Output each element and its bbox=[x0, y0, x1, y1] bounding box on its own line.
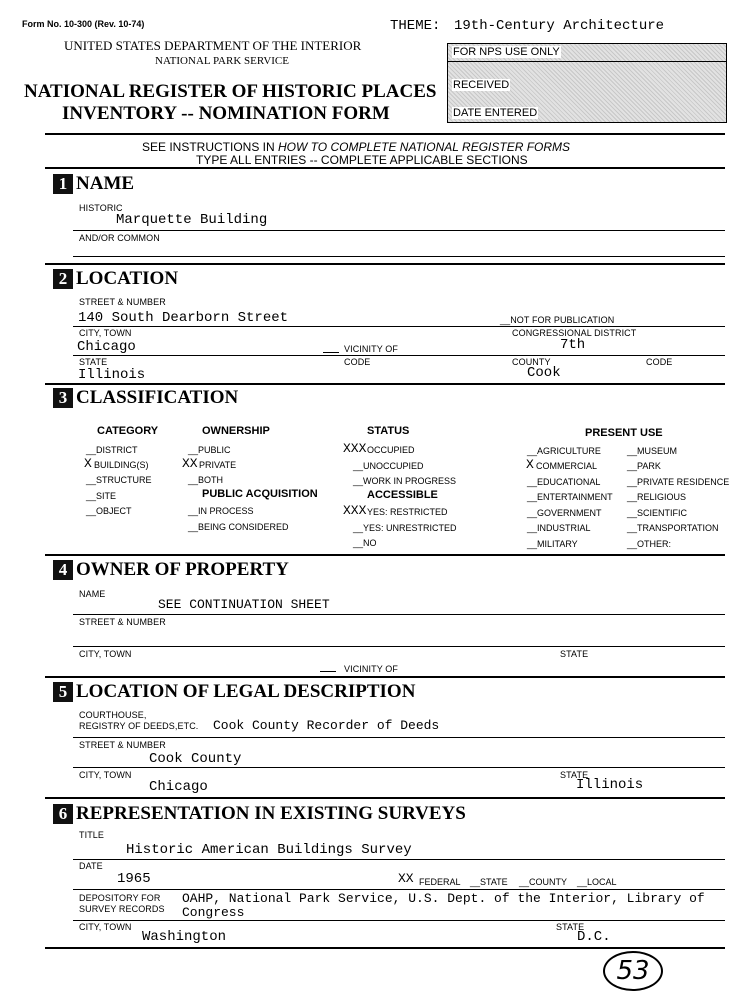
accessible-heading: ACCESSIBLE bbox=[367, 489, 438, 501]
courthouse-label: COURTHOUSE, bbox=[79, 710, 147, 720]
nps-use-label: FOR NPS USE ONLY bbox=[453, 46, 560, 58]
section-4-rule bbox=[45, 676, 725, 678]
courthouse-value: Cook County Recorder of Deeds bbox=[213, 718, 440, 733]
nps-divider bbox=[448, 61, 726, 62]
use-educational: __EDUCATIONAL bbox=[527, 477, 601, 487]
city-value: Chicago bbox=[77, 339, 136, 355]
section-3-rule bbox=[45, 554, 725, 556]
instructions-rule bbox=[45, 167, 725, 169]
use-government: __GOVERNMENT bbox=[527, 508, 602, 518]
survey-title-value: Historic American Buildings Survey bbox=[126, 842, 412, 858]
acquisition-heading: PUBLIC ACQUISITION bbox=[202, 488, 318, 500]
section-3-heading bbox=[53, 387, 238, 409]
survey-date-line bbox=[73, 889, 725, 890]
street-value: 140 South Dearborn Street bbox=[78, 310, 289, 326]
owner-name-line bbox=[73, 614, 725, 615]
use-museum: __MUSEUM bbox=[627, 446, 678, 456]
status-work-in-progress: __WORK IN PROGRESS bbox=[353, 476, 457, 486]
survey-title-label: TITLE bbox=[79, 830, 105, 840]
category-building: BUILDING(S) bbox=[94, 460, 149, 470]
section-6-heading bbox=[53, 803, 466, 825]
section-4-heading bbox=[53, 559, 289, 581]
depository-value-line2: Congress bbox=[182, 905, 245, 920]
ownership-public: __PUBLIC bbox=[188, 445, 231, 455]
legal-street-value: Cook County bbox=[149, 751, 242, 767]
survey-city-value: Washington bbox=[142, 929, 227, 945]
survey-federal: FEDERAL bbox=[419, 877, 461, 887]
depository-value-line1: OAHP, National Park Service, U.S. Dept. of the Interior, Library of bbox=[182, 891, 705, 906]
historic-name-value: Marquette Building bbox=[116, 212, 268, 228]
section-number: 3 bbox=[53, 388, 73, 408]
survey-state-value: D.C. bbox=[577, 929, 611, 945]
section-number: 6 bbox=[53, 804, 73, 824]
section-number: 2 bbox=[53, 269, 73, 289]
date-entered-label: DATE ENTERED bbox=[453, 107, 538, 119]
theme-label: THEME: bbox=[390, 18, 441, 34]
use-entertainment: __ENTERTAINMENT bbox=[527, 492, 613, 502]
section-title: LOCATION OF LEGAL DESCRIPTION bbox=[76, 681, 416, 702]
page-number-circle: 53 bbox=[603, 951, 663, 991]
survey-state-label: STATE bbox=[556, 922, 585, 932]
acquisition-in-process: __IN PROCESS bbox=[188, 506, 254, 516]
category-district: __DISTRICT bbox=[86, 445, 138, 455]
department-name: UNITED STATES DEPARTMENT OF THE INTERIOR bbox=[64, 38, 362, 53]
section-title: LOCATION bbox=[76, 268, 179, 289]
legal-state-value: Illinois bbox=[576, 777, 644, 793]
owner-street-line bbox=[73, 646, 725, 647]
category-heading: CATEGORY bbox=[97, 425, 159, 437]
legal-city-value: Chicago bbox=[149, 779, 208, 795]
not-for-publication: __NOT FOR PUBLICATION bbox=[500, 315, 615, 325]
category-object: __OBJECT bbox=[86, 506, 132, 516]
status-heading: STATUS bbox=[367, 425, 410, 437]
legal-state-label: STATE bbox=[560, 770, 589, 780]
county-code-label: CODE bbox=[646, 357, 673, 367]
use-transportation: __TRANSPORTATION bbox=[627, 523, 719, 533]
ownership-private-mark: XX bbox=[182, 456, 198, 471]
form-title-line1: NATIONAL REGISTER OF HISTORIC PLACES bbox=[24, 81, 437, 102]
category-building-mark: X bbox=[84, 456, 92, 471]
section-title: OWNER OF PROPERTY bbox=[76, 559, 289, 580]
state-code-label: CODE bbox=[344, 357, 371, 367]
survey-county: __COUNTY bbox=[519, 877, 568, 887]
instructions-line2: TYPE ALL ENTRIES -- COMPLETE APPLICABLE SECTIONS bbox=[196, 153, 528, 167]
ownership-both: __BOTH bbox=[188, 475, 224, 485]
header-rule bbox=[45, 133, 725, 135]
vicinity-blank bbox=[323, 352, 339, 353]
section-number: 1 bbox=[53, 174, 73, 194]
section-2-heading bbox=[53, 268, 178, 290]
category-structure: __STRUCTURE bbox=[86, 475, 152, 485]
ownership-private: PRIVATE bbox=[199, 460, 237, 470]
access-unrestricted: __YES: UNRESTRICTED bbox=[353, 523, 457, 533]
owner-vicinity-blank bbox=[320, 671, 336, 672]
owner-street-label: STREET & NUMBER bbox=[79, 617, 166, 627]
section-title: REPRESENTATION IN EXISTING SURVEYS bbox=[76, 803, 466, 824]
survey-local: __LOCAL bbox=[577, 877, 617, 887]
use-military: __MILITARY bbox=[527, 539, 578, 549]
owner-vicinity-label: VICINITY OF bbox=[344, 664, 398, 674]
state-value: Illinois bbox=[78, 367, 146, 383]
survey-state: __STATE bbox=[470, 877, 508, 887]
street-label: STREET & NUMBER bbox=[79, 297, 166, 307]
depository-line bbox=[73, 920, 725, 921]
section-1-heading bbox=[53, 173, 134, 195]
legal-city-label: CITY, TOWN bbox=[79, 770, 132, 780]
depository-label-2: SURVEY RECORDS bbox=[79, 904, 165, 914]
theme-value: 19th-Century Architecture bbox=[454, 18, 665, 34]
status-occupied-mark: XXX bbox=[343, 441, 367, 456]
survey-date-value: 1965 bbox=[117, 871, 151, 887]
nps-use-box bbox=[447, 43, 727, 123]
legal-street-line bbox=[73, 767, 725, 768]
common-name-label: AND/OR COMMON bbox=[79, 233, 160, 243]
county-label: COUNTY bbox=[512, 357, 551, 367]
federal-mark: XX bbox=[398, 871, 414, 886]
received-label: RECEIVED bbox=[453, 79, 510, 91]
survey-title-line bbox=[73, 859, 725, 860]
use-religious: __RELIGIOUS bbox=[627, 492, 687, 502]
status-occupied: OCCUPIED bbox=[367, 445, 415, 455]
use-private-residence: __PRIVATE RESIDENCE bbox=[627, 477, 730, 487]
section-5-rule bbox=[45, 797, 725, 799]
ownership-heading: OWNERSHIP bbox=[202, 425, 270, 437]
section-title: NAME bbox=[76, 173, 135, 194]
access-restricted-mark: XXX bbox=[343, 503, 367, 518]
owner-name-value: SEE CONTINUATION SHEET bbox=[158, 597, 330, 612]
owner-city-label: CITY, TOWN bbox=[79, 649, 132, 659]
use-industrial: __INDUSTRIAL bbox=[527, 523, 591, 533]
section-number: 5 bbox=[53, 682, 73, 702]
section-number: 4 bbox=[53, 560, 73, 580]
status-unoccupied: __UNOCCUPIED bbox=[353, 461, 424, 471]
use-other: __OTHER: bbox=[627, 539, 672, 549]
service-name: NATIONAL PARK SERVICE bbox=[155, 55, 289, 67]
section-2-rule bbox=[45, 383, 725, 385]
use-park: __PARK bbox=[627, 461, 661, 471]
registry-label: REGISTRY OF DEEDS,ETC. bbox=[79, 721, 199, 731]
acquisition-being-considered: __BEING CONSIDERED bbox=[188, 522, 289, 532]
depository-label-1: DEPOSITORY FOR bbox=[79, 893, 161, 903]
vicinity-label: VICINITY OF bbox=[344, 344, 398, 354]
form-number: Form No. 10-300 (Rev. 10-74) bbox=[22, 19, 145, 29]
instructions-line1: SEE INSTRUCTIONS IN HOW TO COMPLETE NATIONAL REGISTER FORMS bbox=[142, 140, 571, 154]
common-line bbox=[73, 256, 725, 257]
access-no: __NO bbox=[353, 538, 377, 548]
street-line bbox=[73, 326, 725, 327]
access-restricted: YES: RESTRICTED bbox=[367, 507, 448, 517]
city-line bbox=[73, 355, 725, 356]
section-5-heading bbox=[53, 681, 415, 703]
owner-state-label: STATE bbox=[560, 649, 589, 659]
city-label: CITY, TOWN bbox=[79, 328, 132, 338]
use-commercial: COMMERCIAL bbox=[536, 461, 598, 471]
state-label: STATE bbox=[79, 357, 108, 367]
use-commercial-mark: X bbox=[526, 457, 534, 472]
section-title: CLASSIFICATION bbox=[76, 387, 239, 408]
survey-city-label: CITY, TOWN bbox=[79, 922, 132, 932]
form-title-line2: INVENTORY -- NOMINATION FORM bbox=[62, 103, 390, 124]
county-value: Cook bbox=[527, 365, 561, 381]
category-site: __SITE bbox=[86, 491, 117, 501]
use-scientific: __SCIENTIFIC bbox=[627, 508, 688, 518]
use-agriculture: __AGRICULTURE bbox=[527, 446, 601, 456]
legal-street-label: STREET & NUMBER bbox=[79, 740, 166, 750]
district-label: CONGRESSIONAL DISTRICT bbox=[512, 328, 637, 338]
district-value: 7th bbox=[560, 337, 586, 353]
section-6-rule bbox=[45, 947, 725, 949]
present-use-heading: PRESENT USE bbox=[585, 427, 663, 439]
historic-label: HISTORIC bbox=[79, 203, 123, 213]
historic-line bbox=[73, 230, 725, 231]
owner-name-label: NAME bbox=[79, 589, 106, 599]
courthouse-line bbox=[73, 737, 725, 738]
section-1-rule bbox=[45, 263, 725, 265]
survey-date-label: DATE bbox=[79, 861, 103, 871]
